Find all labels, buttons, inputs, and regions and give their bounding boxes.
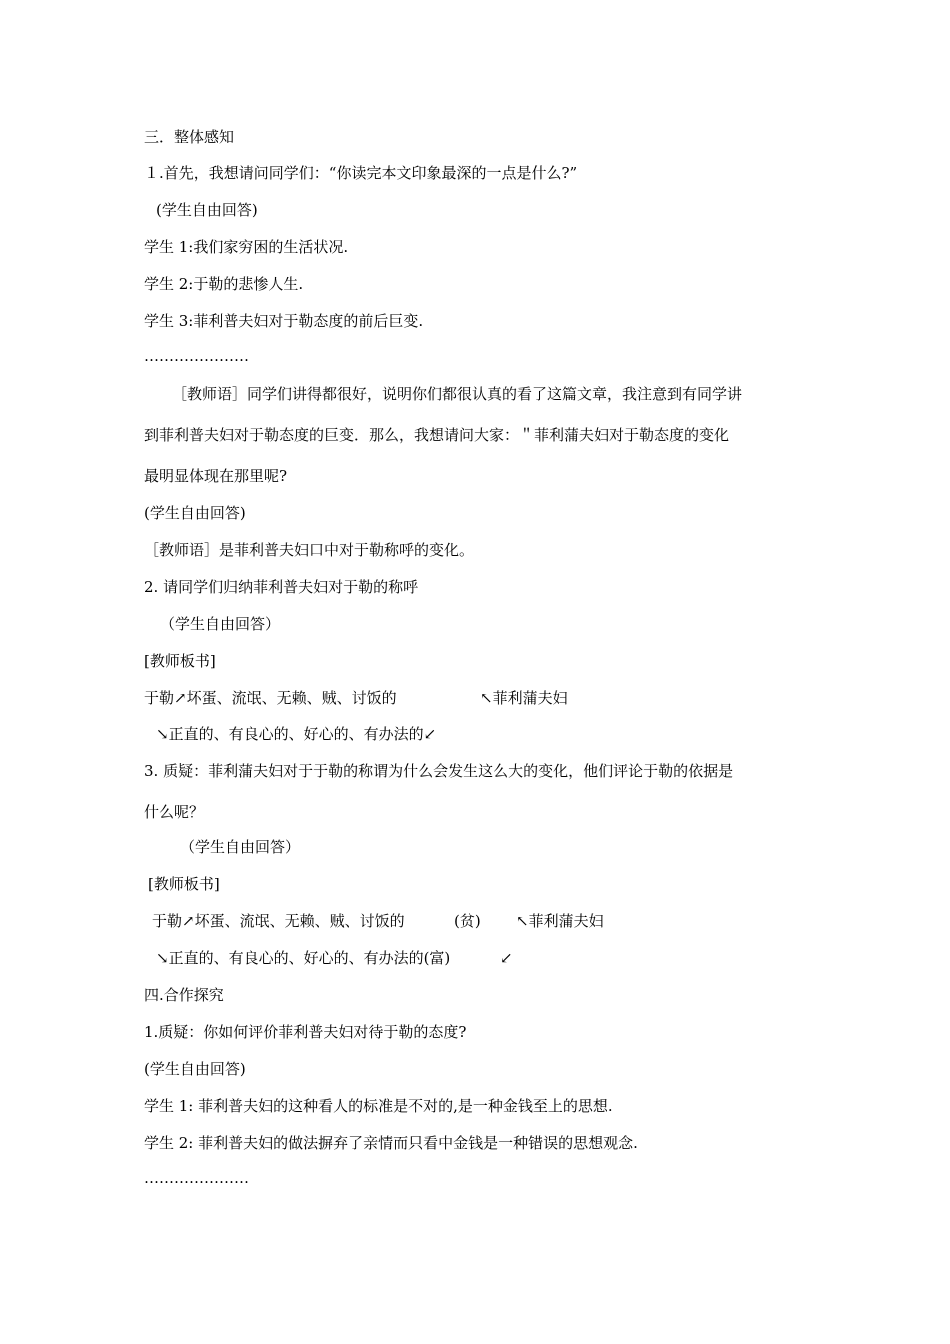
teacher-remark-1-end: 最明显体现在那里呢? bbox=[144, 467, 288, 485]
board-label-poor: (贫) bbox=[454, 912, 481, 930]
board-note-heading: [教师板书] bbox=[148, 875, 220, 893]
question-3-cont: 什么呢？ bbox=[144, 803, 205, 821]
question-3: 3. 质疑：菲利蒲夫妇对于于勒的称谓为什么会发生这么大的变化，他们评论于勒的依据是 bbox=[144, 762, 734, 780]
discussion-question: 1.质疑：你如何评价菲利普夫妇对待于勒的态度? bbox=[144, 1023, 467, 1041]
question-1: １.首先，我想请问同学们：“你读完本文印象最深的一点是什么?” bbox=[144, 164, 578, 182]
board-note-heading: [教师板书] bbox=[144, 652, 216, 670]
student-answer-note: (学生自由回答) bbox=[144, 1060, 246, 1078]
board-line-3: 于勒↗坏蛋、流氓、无赖、贼、讨饭的 bbox=[152, 912, 405, 930]
student-2-answer: 学生 2:于勒的悲惨人生. bbox=[144, 275, 304, 293]
teacher-remark-1: ［教师语］同学们讲得都很好，说明你们都很认真的看了这篇文章，我注意到有同学讲 bbox=[172, 385, 743, 403]
board-line-1: 于勒↗坏蛋、流氓、无赖、贼、讨饭的 bbox=[144, 689, 397, 707]
question-2: 2. 请同学们归纳菲利普夫妇对于勒的称呼 bbox=[144, 578, 419, 596]
student-answer-note: （学生自由回答） bbox=[160, 615, 281, 633]
teacher-remark-1-cont: 到菲利普夫妇对于勒态度的巨变．那么，我想请问大家：＂菲利蒲夫妇对于勒态度的变化 bbox=[144, 426, 730, 444]
student-2-answer: 学生 2: 菲利普夫妇的做法摒弃了亲情而只看中金钱是一种错误的思想观念. bbox=[144, 1134, 638, 1152]
board-line-2: ↘正直的、有良心的、好心的、有办法的↙ bbox=[156, 725, 437, 743]
section-heading: 四.合作探究 bbox=[144, 986, 224, 1004]
ellipsis: ………………… bbox=[144, 1169, 249, 1187]
teacher-remark-2: ［教师语］是菲利普夫妇口中对于勒称呼的变化。 bbox=[144, 541, 475, 559]
section-heading: 三．整体感知 bbox=[144, 128, 235, 146]
ellipsis: ………………… bbox=[144, 347, 249, 365]
student-answer-note: (学生自由回答) bbox=[156, 201, 258, 219]
student-answer-note: (学生自由回答) bbox=[144, 504, 246, 522]
board-line-1-right: ↖菲利蒲夫妇 bbox=[480, 689, 568, 707]
student-1-answer: 学生 1:我们家穷困的生活状况. bbox=[144, 238, 349, 256]
student-3-answer: 学生 3:菲利普夫妇对于勒态度的前后巨变. bbox=[144, 312, 424, 330]
board-arrow: ↙ bbox=[500, 949, 513, 967]
student-answer-note: （学生自由回答） bbox=[180, 838, 301, 856]
student-1-answer: 学生 1: 菲利普夫妇的这种看人的标准是不对的,是一种金钱至上的思想. bbox=[144, 1097, 613, 1115]
board-line-3-right: ↖菲利蒲夫妇 bbox=[516, 912, 604, 930]
board-line-4: ↘正直的、有良心的、好心的、有办法的(富) bbox=[156, 949, 451, 967]
